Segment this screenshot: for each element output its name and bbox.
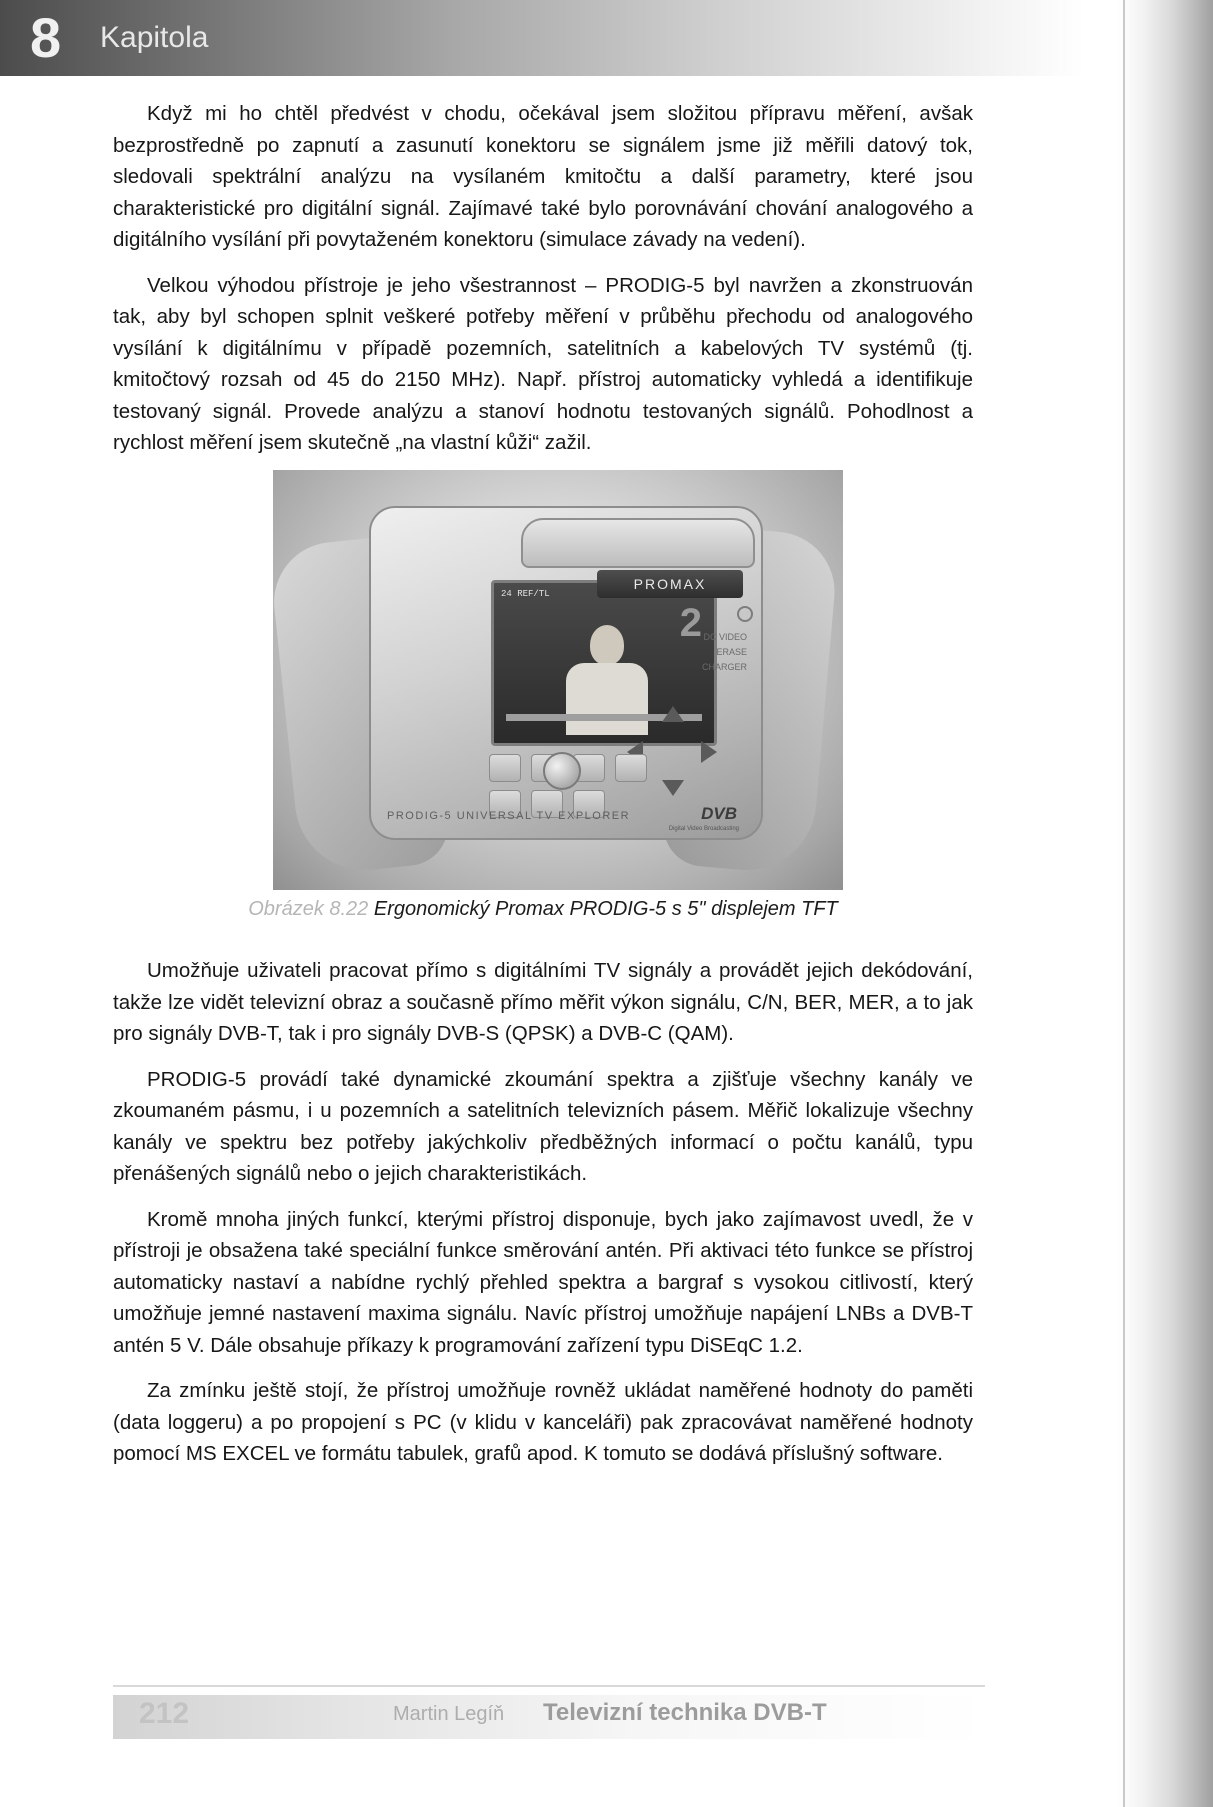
figure: [113, 470, 973, 930]
page-edge-line: [1123, 0, 1125, 1807]
figure-caption-text: Ergonomický Promax PRODIG-5 s 5" displejem TFT: [373, 898, 838, 920]
device-handle: [521, 518, 755, 568]
chapter-header: [0, 0, 1085, 76]
paragraph: Za zmínku ještě stojí, že přístroj umožňuje rovněž ukládat naměřené hodnoty do paměti (data loggeru) a po propojení s PC (v klidu v kanceláři) pak zpracovávat naměřené hodnoty pomocí MS EXCEL ve formátu tabulek, grafů apod. K tomuto se dodává příslušný software.: [113, 1379, 973, 1465]
brand-plate: PROMAX: [597, 570, 743, 598]
paragraph: Kromě mnoha jiných funkcí, kterými přístroj disponuje, bych jako zajímavost uvedl, že v přístroji je obsažena také speciální funkce směrování antén. Při aktivaci této funkce se přístroj automaticky nastaví a nabídne rychlý přehled spektra a bargraf s vysokou citlivostí, který umožňuje jemné nastavení maxima signálu. Navíc přístroj umožňuje napájení LNBs a DVB-T antén 5 V. Dále obsahuje příkazy k programování zařízení typu DiSEqC 1.2.: [113, 1207, 973, 1357]
paragraph: Umožňuje uživateli pracovat přímo s digitálními TV signály a provádět jejich dekódování, takže lze vidět televizní obraz a současně přímo měřit výkon signálu, C/N, BER, MER, a to jak pro signály DVB-T, tak i pro signály DVB-S (QPSK) a DVB-C (QAM).: [113, 959, 973, 1045]
page-edge-shadow: [1117, 0, 1213, 1807]
dpad-right-icon: [701, 741, 717, 763]
screen-person-head: [590, 625, 624, 665]
device-model-label: PRODIG-5 UNIVERSAL TV EXPLORER: [387, 810, 631, 822]
figure-photo: [273, 470, 843, 890]
body-text-bottom: [113, 955, 973, 1470]
dvb-logo-sub: Digital Video Broadcasting: [668, 826, 739, 832]
figure-caption: [113, 895, 973, 923]
side-label: ERASE: [716, 647, 747, 657]
footer-divider: [113, 1685, 985, 1687]
page-number: 212: [139, 1697, 190, 1730]
side-label: CHARGER: [701, 662, 747, 672]
power-led-icon: [737, 606, 753, 622]
chapter-label: Kapitola: [100, 21, 209, 54]
footer-author: Martin Legíň: [393, 1703, 505, 1725]
keypad-key: [615, 754, 647, 782]
footer-book-title: Televizní technika DVB-T: [543, 1699, 827, 1726]
page-footer: [113, 1685, 985, 1745]
paragraph: PRODIG-5 provádí také dynamické zkoumání spektra a zjišťuje všechny kanály ve zkoumaném pásmu, i u pozemních a satelitních televizních pásem. Měřič lokalizuje všechny kanály ve spektru bez potřeby jakýchkoliv předběžných informací o počtu kanálů, typu přenášených signálů nebo o jejich charakteristikách.: [113, 1067, 973, 1185]
dvb-logo: DVB: [701, 804, 737, 823]
screen-channel-number: 2: [679, 601, 702, 645]
paragraph: Když mi ho chtěl předvést v chodu, očekával jsem složitou přípravu měření, avšak bezprostředně po zapnutí a zasunutí konektoru se signálem jsme již měřili datový tok, sledovali spektrální analýzu na vysílaném kmitočtu a další parametry, které jsou charakteristické pro digitální signál. Zajímavé také bylo porovnávání chování analogového a digitálního vysílání při povytaženém konektoru (simulace závady na vedení).: [113, 102, 973, 251]
side-label: DC VIDEO: [703, 632, 747, 642]
chapter-number: 8: [30, 6, 62, 69]
figure-caption-reference: Obrázek 8.22: [248, 898, 369, 920]
device-side-labels: [627, 630, 747, 675]
rotary-knob: [543, 752, 581, 790]
promax-device: [369, 506, 763, 840]
paragraph: Velkou výhodou přístroje je jeho všestrannost – PRODIG-5 byl navržen a zkonstruován tak, aby byl schopen splnit veškeré potřeby měření v průběhu přechodu od analogového vysílání k digitálnímu v případě pozemních, satelitních a kabelových TV systémů (tj. kmitočtový rozsah od 45 do 2150 MHz). Např. přístroj automaticky vyhledá a identifikuje testovaný signál. Provede analýzu a stanoví hodnotu testovaných signálů. Pohodlnost a rychlost měření jsem skutečně „na vlastní kůži“ zažil.: [113, 273, 973, 454]
screen-osd-text: 24 REF/TL: [501, 589, 550, 599]
dpad-up-icon: [662, 706, 684, 722]
body-text-top: [113, 98, 973, 459]
keypad-key: [489, 754, 521, 782]
